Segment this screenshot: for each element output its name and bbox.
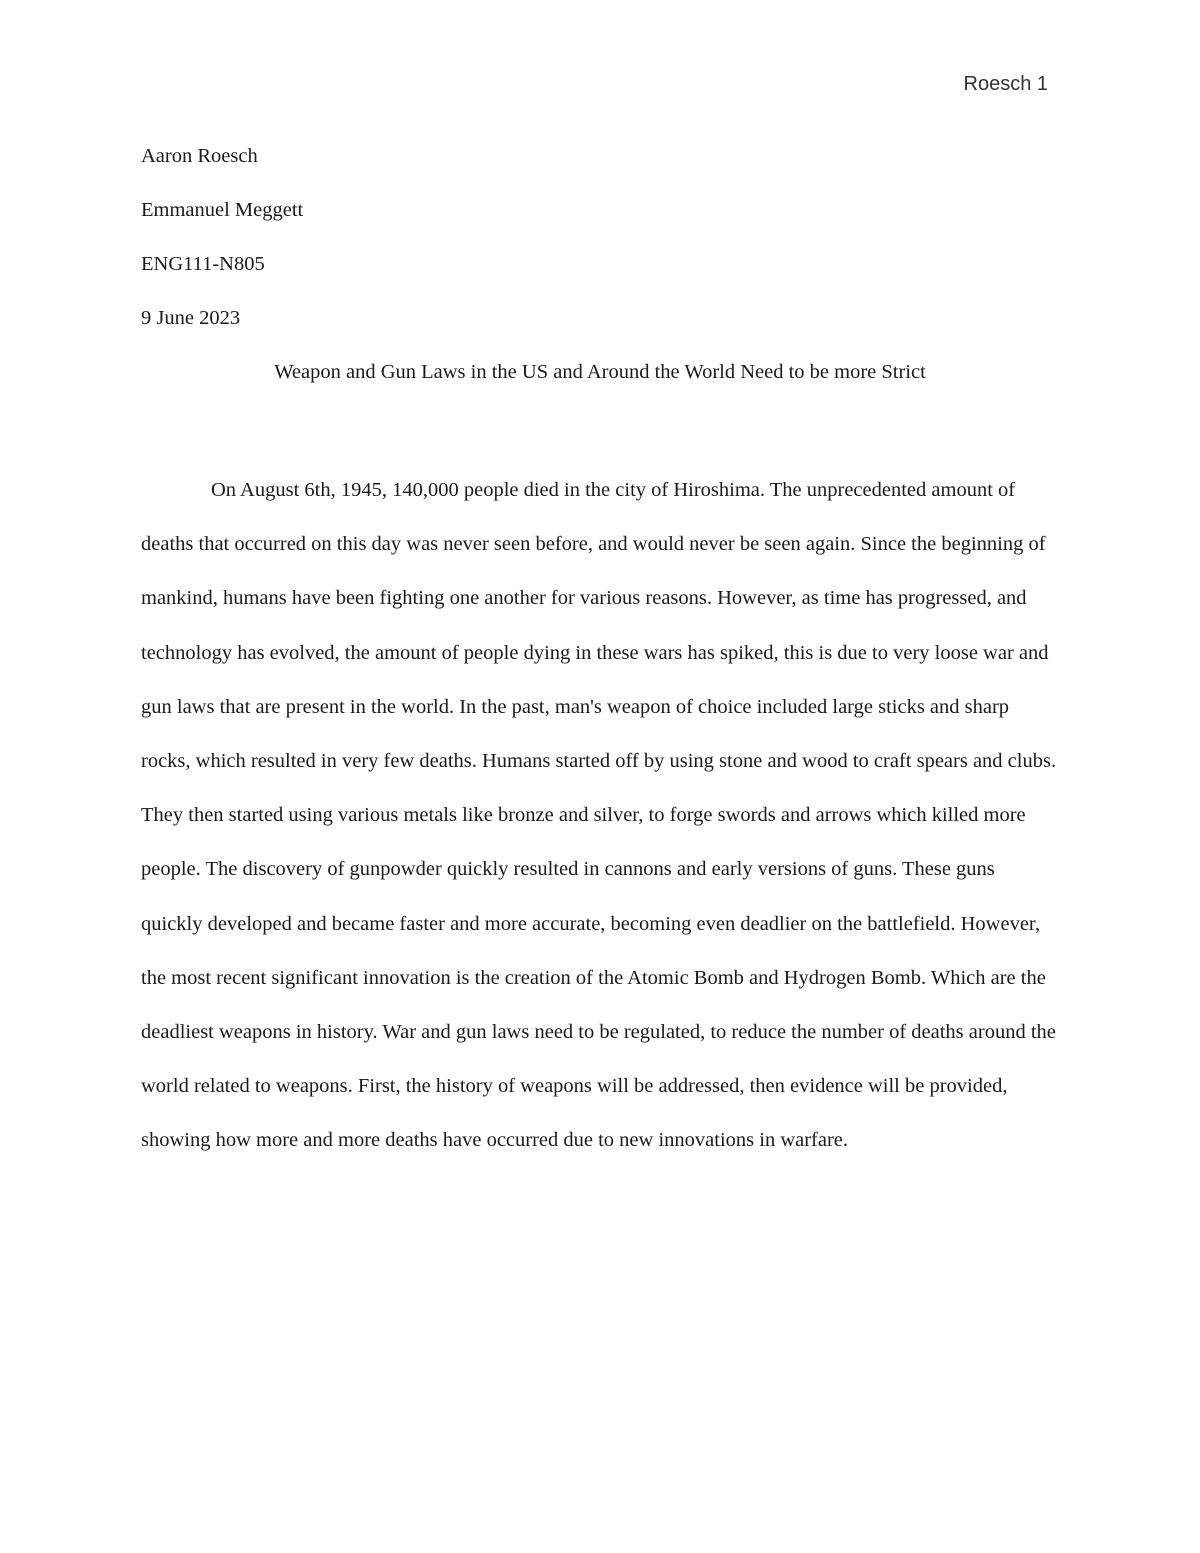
course-code: ENG111-N805 [141,253,265,275]
essay-date: 9 June 2023 [141,307,241,329]
body-paragraph: On August 6th, 1945, 140,000 people died in the city of Hiroshima. The unprecedented amount of deaths that occurred on this day was never seen before, and would never be seen again. Since the beginning of mankind, humans have been fighting one another for various reasons. However, as time has progressed, and technology has evolved, the amount of people dying in these wars has spiked, this is due to very loose war and gun laws that are present in the world. In the past, man's weapon of choice included large sticks and sharp rocks, which resulted in very few deaths. Humans started off by using stone and wood to craft spears and clubs. They then started using various metals like bronze and silver, to forge swords and arrows which killed more people. The discovery of gunpowder quickly resulted in cannons and early versions of guns. These guns quickly developed and became faster and more accurate, becoming even deadlier on the battlefield. However, the most recent significant innovation is the creation of the Atomic Bomb and Hydrogen Bomb. Which are the deadliest weapons in history. War and gun laws need to be regulated, to reduce the number of deaths around the world related to weapons. First, the history of weapons will be addressed, then evidence will be provided, showing how more and more deaths have occurred due to new innovations in warfare. [141,479,1057,1152]
instructor-name: Emmanuel Meggett [141,199,304,221]
running-head-page-number: Roesch 1 [963,73,1048,95]
mla-heading-block [141,138,1059,354]
student-name: Aaron Roesch [141,145,258,167]
essay-title: Weapon and Gun Laws in the US and Around the World Need to be more Strict [274,361,926,383]
